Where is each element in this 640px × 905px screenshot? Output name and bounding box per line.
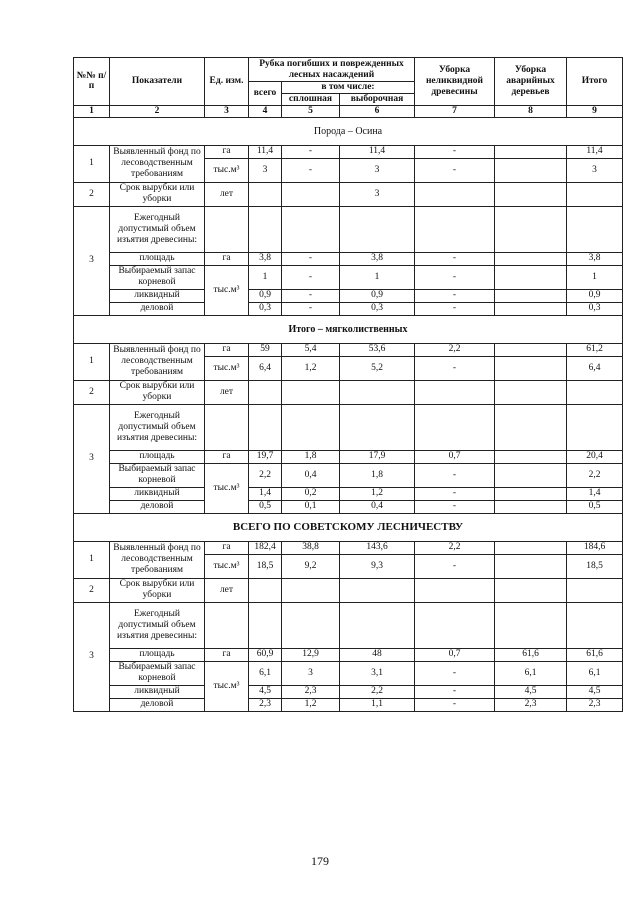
value-cell	[282, 578, 340, 602]
value-cell: 3,8	[340, 252, 415, 265]
table-row	[74, 289, 623, 302]
value-cell	[415, 182, 495, 206]
row-number: 1	[74, 541, 110, 578]
value-cell: 0,7	[415, 450, 495, 463]
value-cell: -	[282, 158, 340, 182]
header-illiquid: Уборка неликвидной древесины	[415, 58, 495, 106]
value-cell: -	[415, 158, 495, 182]
indicator-business: деловой	[110, 500, 205, 513]
value-cell: -	[415, 500, 495, 513]
value-cell: 61,2	[567, 343, 623, 356]
value-cell: 0,3	[567, 302, 623, 315]
value-cell: 2,2	[567, 463, 623, 487]
value-cell: 11,4	[249, 145, 282, 158]
value-cell: 2,3	[495, 698, 567, 711]
value-cell: 59	[249, 343, 282, 356]
value-cell: -	[415, 487, 495, 500]
value-cell: 20,4	[567, 450, 623, 463]
value-cell: 17,9	[340, 450, 415, 463]
value-cell: -	[415, 698, 495, 711]
value-cell	[495, 554, 567, 578]
value-cell: 3,1	[340, 661, 415, 685]
unit-cell: тыс.м³	[205, 356, 249, 380]
value-cell: 4,5	[567, 685, 623, 698]
value-cell	[495, 463, 567, 487]
header-total: всего	[249, 82, 282, 106]
table-row	[74, 343, 623, 356]
indicator-fund: Выявленный фонд по лесоводственным требованиям	[110, 145, 205, 182]
indicator-fund: Выявленный фонд по лесоводственным требованиям	[110, 541, 205, 578]
value-cell: -	[282, 289, 340, 302]
indicator-area: площадь	[110, 648, 205, 661]
indicator-stock: Выбираемый запас корневой	[110, 661, 205, 685]
unit-cell: га	[205, 450, 249, 463]
indicator-area: площадь	[110, 450, 205, 463]
value-cell: -	[415, 289, 495, 302]
value-cell: 1,4	[567, 487, 623, 500]
value-cell	[495, 487, 567, 500]
value-cell: -	[415, 463, 495, 487]
unit-cell: лет	[205, 578, 249, 602]
value-cell	[495, 450, 567, 463]
value-cell	[249, 578, 282, 602]
value-cell	[415, 380, 495, 404]
col-number: 1	[74, 105, 110, 117]
section-title: ВСЕГО ПО СОВЕТСКОМУ ЛЕСНИЧЕСТВУ	[74, 513, 623, 541]
value-cell: 1,8	[340, 463, 415, 487]
header-selective: выборочная	[340, 93, 415, 105]
value-cell	[282, 182, 340, 206]
value-cell: 0,5	[567, 500, 623, 513]
value-cell: 2,3	[249, 698, 282, 711]
value-cell: 1	[567, 265, 623, 289]
value-cell: 2,3	[282, 685, 340, 698]
value-cell: 53,6	[340, 343, 415, 356]
table-row	[74, 698, 623, 711]
value-cell: 48	[340, 648, 415, 661]
header-num: №№ п/п	[74, 58, 110, 106]
table-row	[74, 302, 623, 315]
value-cell: 0,1	[282, 500, 340, 513]
value-cell: 60,9	[249, 648, 282, 661]
col-number: 4	[249, 105, 282, 117]
header-felling-group: Рубка погибших и поврежденных лесных насаждений	[249, 58, 415, 82]
value-cell: 6,4	[567, 356, 623, 380]
section-title: Порода – Осина	[74, 117, 623, 145]
value-cell: -	[415, 661, 495, 685]
value-cell	[495, 380, 567, 404]
value-cell: 5,4	[282, 343, 340, 356]
value-cell	[495, 500, 567, 513]
value-cell	[282, 380, 340, 404]
forest-felling-table	[73, 57, 623, 712]
indicator-area: площадь	[110, 252, 205, 265]
value-cell: 0,9	[340, 289, 415, 302]
value-cell	[495, 145, 567, 158]
unit-cell: га	[205, 252, 249, 265]
value-cell: 11,4	[340, 145, 415, 158]
unit-cell: га	[205, 648, 249, 661]
row-number: 1	[74, 343, 110, 380]
value-cell: 2,2	[340, 685, 415, 698]
value-cell: 1,2	[282, 356, 340, 380]
value-cell: -	[415, 145, 495, 158]
value-cell	[340, 380, 415, 404]
indicator-business: деловой	[110, 698, 205, 711]
table-row	[74, 648, 623, 661]
section-title-row	[74, 117, 623, 145]
value-cell: 4,5	[495, 685, 567, 698]
value-cell: -	[415, 554, 495, 578]
table-row	[74, 145, 623, 158]
value-cell	[495, 541, 567, 554]
unit-cell: лет	[205, 380, 249, 404]
table-row	[74, 500, 623, 513]
row-number: 2	[74, 380, 110, 404]
header-grand-total: Итого	[567, 58, 623, 106]
value-cell: 184,6	[567, 541, 623, 554]
value-cell: 4,5	[249, 685, 282, 698]
col-number: 7	[415, 105, 495, 117]
value-cell: 61,6	[567, 648, 623, 661]
row-number: 3	[74, 404, 110, 513]
indicator-liquid: ликвидный	[110, 487, 205, 500]
value-cell: 1,1	[340, 698, 415, 711]
unit-cell: лет	[205, 182, 249, 206]
col-number: 3	[205, 105, 249, 117]
column-numbers-row	[74, 105, 623, 117]
value-cell: 1	[340, 265, 415, 289]
header-unit: Ед. изм.	[205, 58, 249, 106]
value-cell: 2,3	[567, 698, 623, 711]
indicator-liquid: ликвидный	[110, 289, 205, 302]
value-cell: 1,2	[282, 698, 340, 711]
table-row	[74, 602, 623, 648]
value-cell: -	[282, 252, 340, 265]
indicator-annual: Ежегодный допустимый объем изъятия древесины:	[110, 602, 205, 648]
value-cell	[495, 343, 567, 356]
value-cell: 3	[567, 158, 623, 182]
value-cell: 6,4	[249, 356, 282, 380]
table-row	[74, 206, 623, 252]
col-number: 2	[110, 105, 205, 117]
value-cell: 5,2	[340, 356, 415, 380]
value-cell: 0,2	[282, 487, 340, 500]
value-cell: 0,3	[340, 302, 415, 315]
unit-cell: тыс.м³	[205, 463, 249, 513]
value-cell: 11,4	[567, 145, 623, 158]
table-row	[74, 541, 623, 554]
value-cell: 182,4	[249, 541, 282, 554]
value-cell	[495, 182, 567, 206]
value-cell: 1,8	[282, 450, 340, 463]
unit-cell: га	[205, 343, 249, 356]
value-cell	[495, 289, 567, 302]
table-row	[74, 578, 623, 602]
value-cell	[567, 380, 623, 404]
value-cell	[340, 578, 415, 602]
header-indicator: Показатели	[110, 58, 205, 106]
value-cell: 2,2	[415, 343, 495, 356]
unit-cell: га	[205, 145, 249, 158]
indicator-stock: Выбираемый запас корневой	[110, 463, 205, 487]
section-title-row	[74, 315, 623, 343]
unit-cell: тыс.м³	[205, 158, 249, 182]
value-cell: -	[282, 302, 340, 315]
table-row	[74, 252, 623, 265]
value-cell: 3	[282, 661, 340, 685]
section-title-row	[74, 513, 623, 541]
value-cell: 1,4	[249, 487, 282, 500]
indicator-annual: Ежегодный допустимый объем изъятия древесины:	[110, 206, 205, 252]
value-cell: 18,5	[249, 554, 282, 578]
table-row	[74, 450, 623, 463]
value-cell: 143,6	[340, 541, 415, 554]
value-cell: 12,9	[282, 648, 340, 661]
table-body	[74, 117, 623, 711]
table-header	[74, 58, 623, 118]
value-cell: 3,8	[567, 252, 623, 265]
value-cell	[249, 182, 282, 206]
table-row	[74, 661, 623, 685]
indicator-annual: Ежегодный допустимый объем изъятия древесины:	[110, 404, 205, 450]
value-cell	[495, 356, 567, 380]
value-cell	[249, 380, 282, 404]
table-row	[74, 463, 623, 487]
unit-cell: га	[205, 541, 249, 554]
value-cell: 0,9	[567, 289, 623, 302]
value-cell: 2,2	[249, 463, 282, 487]
value-cell: 9,2	[282, 554, 340, 578]
indicator-fund: Выявленный фонд по лесоводственным требованиям	[110, 343, 205, 380]
value-cell: 6,1	[567, 661, 623, 685]
value-cell: -	[415, 356, 495, 380]
table-row	[74, 380, 623, 404]
header-emergency: Уборка аварийных деревьев	[495, 58, 567, 106]
value-cell	[495, 578, 567, 602]
value-cell: 3	[340, 158, 415, 182]
indicator-stock: Выбираемый запас корневой	[110, 265, 205, 289]
header-in-that: в том числе:	[282, 82, 415, 94]
indicator-liquid: ликвидный	[110, 685, 205, 698]
table-row	[74, 685, 623, 698]
value-cell: 1	[249, 265, 282, 289]
row-number: 2	[74, 578, 110, 602]
value-cell: 0,4	[340, 500, 415, 513]
value-cell: 1,2	[340, 487, 415, 500]
value-cell: 0,3	[249, 302, 282, 315]
value-cell: 0,7	[415, 648, 495, 661]
unit-cell: тыс.м³	[205, 554, 249, 578]
document-sheet	[73, 57, 622, 712]
indicator-business: деловой	[110, 302, 205, 315]
unit-cell: тыс.м³	[205, 265, 249, 315]
value-cell: 38,8	[282, 541, 340, 554]
col-number: 5	[282, 105, 340, 117]
value-cell	[495, 158, 567, 182]
table-row	[74, 265, 623, 289]
value-cell: -	[282, 265, 340, 289]
indicator-deadline: Срок вырубки или уборки	[110, 380, 205, 404]
value-cell	[495, 302, 567, 315]
row-number: 1	[74, 145, 110, 182]
col-number: 8	[495, 105, 567, 117]
value-cell	[495, 252, 567, 265]
value-cell: -	[282, 145, 340, 158]
value-cell: -	[415, 685, 495, 698]
row-number: 3	[74, 206, 110, 315]
value-cell: 0,4	[282, 463, 340, 487]
value-cell: 18,5	[567, 554, 623, 578]
table-row	[74, 182, 623, 206]
section-title: Итого – мягколиственных	[74, 315, 623, 343]
col-number: 6	[340, 105, 415, 117]
table-row	[74, 487, 623, 500]
value-cell: 9,3	[340, 554, 415, 578]
value-cell: 3	[340, 182, 415, 206]
row-number: 2	[74, 182, 110, 206]
value-cell	[415, 578, 495, 602]
col-number: 9	[567, 105, 623, 117]
value-cell	[495, 265, 567, 289]
unit-cell: тыс.м³	[205, 661, 249, 711]
value-cell: 0,9	[249, 289, 282, 302]
value-cell: 3,8	[249, 252, 282, 265]
indicator-deadline: Срок вырубки или уборки	[110, 182, 205, 206]
value-cell: 6,1	[249, 661, 282, 685]
value-cell: 0,5	[249, 500, 282, 513]
row-number: 3	[74, 602, 110, 711]
value-cell: -	[415, 302, 495, 315]
value-cell: 61,6	[495, 648, 567, 661]
value-cell: -	[415, 265, 495, 289]
value-cell: 6,1	[495, 661, 567, 685]
value-cell: 19,7	[249, 450, 282, 463]
value-cell: 2,2	[415, 541, 495, 554]
indicator-deadline: Срок вырубки или уборки	[110, 578, 205, 602]
table-row	[74, 404, 623, 450]
value-cell: 3	[249, 158, 282, 182]
page-number: 179	[311, 854, 329, 868]
value-cell: -	[415, 252, 495, 265]
value-cell	[567, 578, 623, 602]
value-cell	[567, 182, 623, 206]
header-clear: сплошная	[282, 93, 340, 105]
